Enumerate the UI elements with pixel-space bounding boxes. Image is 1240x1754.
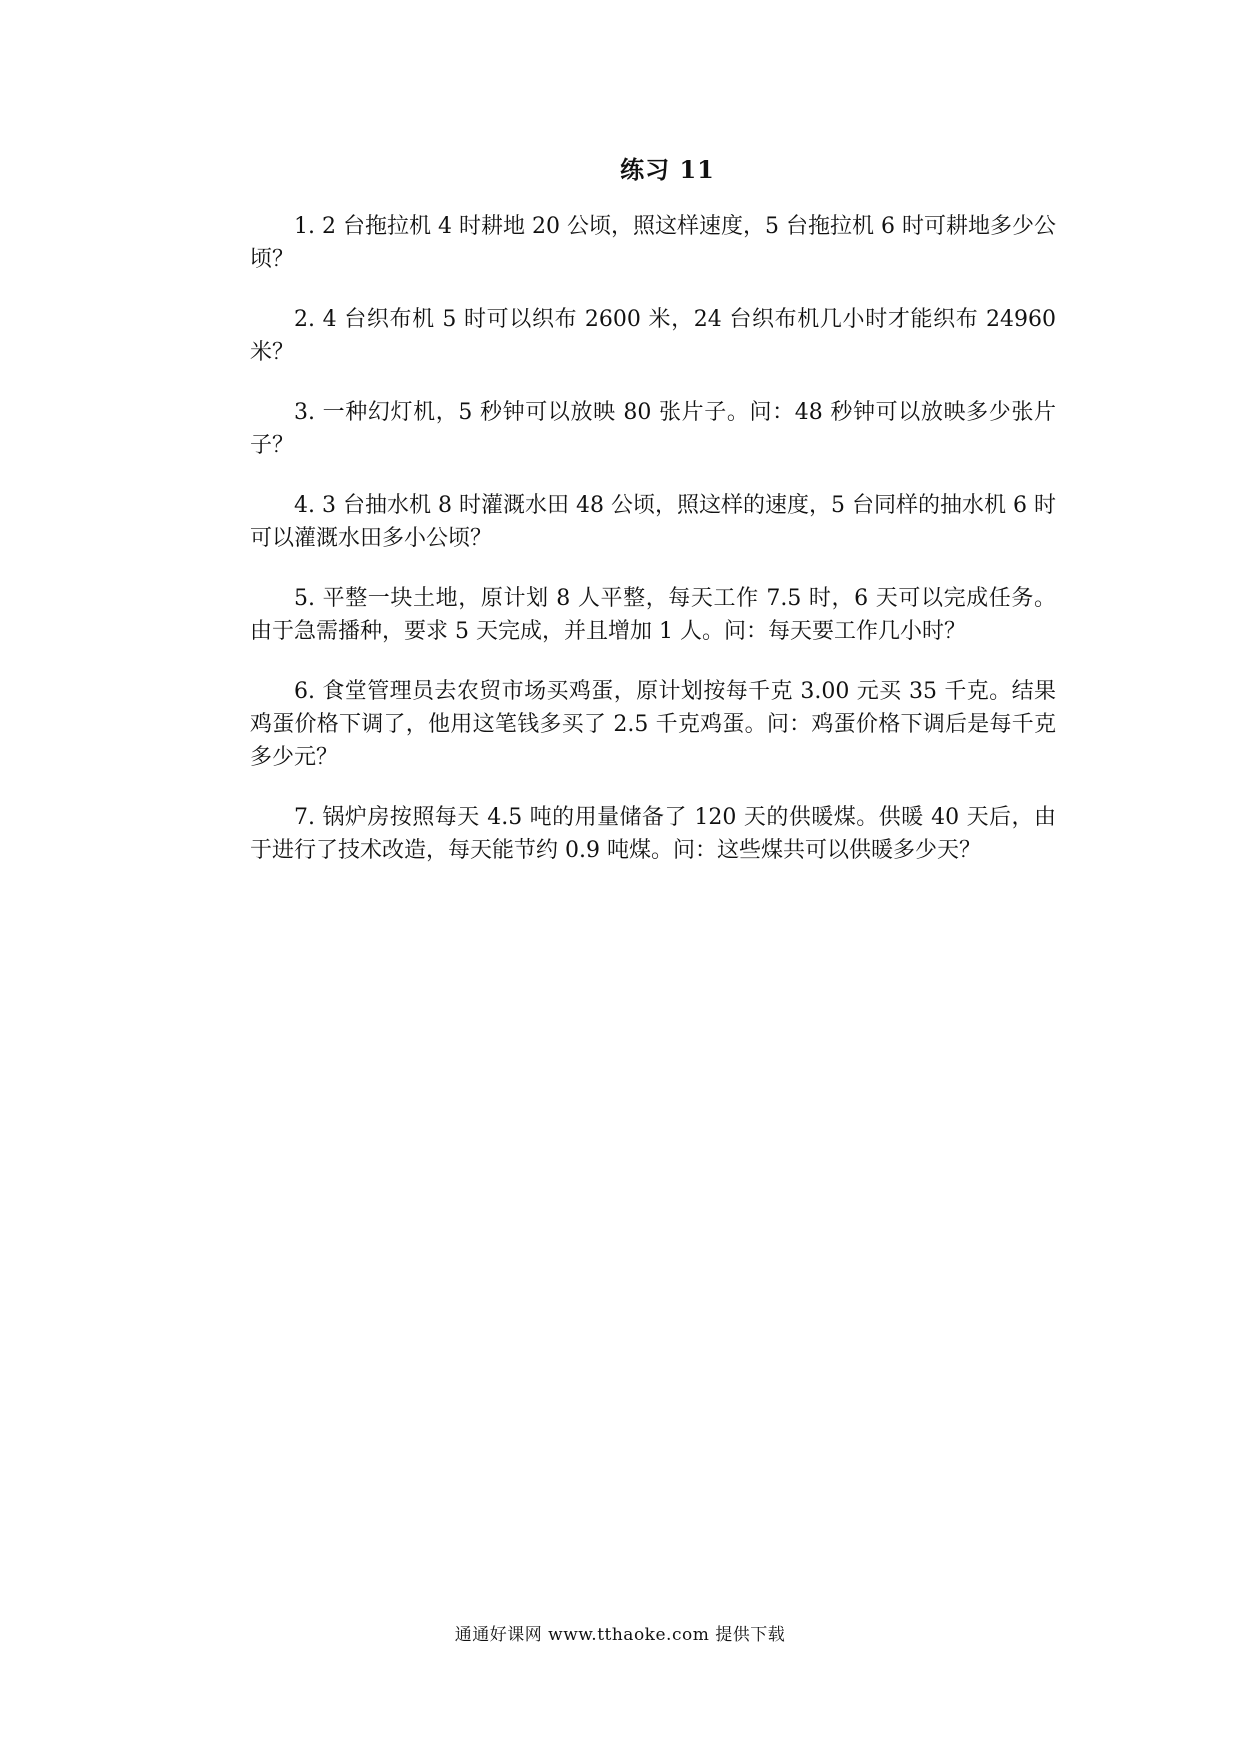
question-list [250,210,1056,894]
question-item: 2. 4 台织布机 5 时可以织布 2600 米，24 台织布机几小时才能织布 24960 米？ [250,307,1056,365]
question-item: 7. 锅炉房按照每天 4.5 吨的用量储备了 120 天的供暖煤。供暖 40 天后，由于进行了技术改造，每天能节约 0.9 吨煤。问：这些煤共可以供暖多少天？ [250,805,1056,863]
question-item: 4. 3 台抽水机 8 时灌溉水田 48 公顷，照这样的速度，5 台同样的抽水机 6 时可以灌溉水田多小公顷？ [250,493,1056,551]
question-item: 3. 一种幻灯机，5 秒钟可以放映 80 张片子。问：48 秒钟可以放映多少张片子？ [250,400,1056,458]
question-item: 1. 2 台拖拉机 4 时耕地 20 公顷，照这样速度，5 台拖拉机 6 时可耕地多少公顷？ [250,214,1056,272]
page-title: 练习 11 [620,155,715,184]
question-item: 5. 平整一块土地，原计划 8 人平整，每天工作 7.5 时，6 天可以完成任务。由于急需播种，要求 5 天完成，并且增加 1 人。问：每天要工作几小时？ [250,586,1056,644]
question-item: 6. 食堂管理员去农贸市场买鸡蛋，原计划按每千克 3.00 元买 35 千克。结果鸡蛋价格下调了，他用这笔钱多买了 2.5 千克鸡蛋。问：鸡蛋价格下调后是每千克多少元？ [250,679,1056,770]
page-footer: 通通好课网 www.tthaoke.com 提供下载 [454,1625,786,1645]
